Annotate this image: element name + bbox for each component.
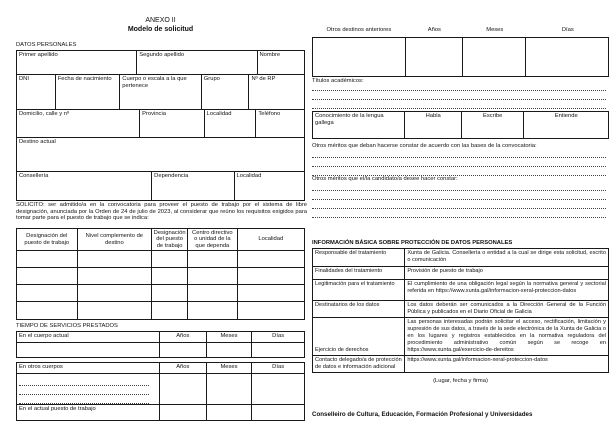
dotted-line bbox=[312, 91, 606, 100]
puestos-empty-cell[interactable] bbox=[238, 285, 304, 301]
puestos-empty-cell[interactable] bbox=[78, 251, 153, 267]
dotted-line bbox=[19, 377, 149, 386]
domicilio-label: Domicilio, calle y nº bbox=[19, 111, 70, 117]
escribe-label: Escribe bbox=[483, 113, 503, 119]
meritos-bases-input[interactable] bbox=[312, 149, 606, 176]
puestos-empty-cell[interactable] bbox=[152, 285, 188, 301]
entiende-field[interactable] bbox=[524, 112, 607, 138]
otros-destinos-meses-input[interactable] bbox=[463, 38, 526, 76]
puestos-empty-cell[interactable] bbox=[17, 268, 78, 284]
habla-field[interactable] bbox=[405, 112, 462, 138]
localidad-field[interactable] bbox=[205, 110, 257, 137]
entiende-label: Entiende bbox=[554, 113, 578, 119]
num-rp-field[interactable] bbox=[249, 75, 304, 109]
dotted-line bbox=[312, 182, 606, 191]
puestos-empty-cell[interactable] bbox=[17, 251, 78, 267]
nombre-field[interactable] bbox=[258, 51, 304, 74]
otros-destinos-header bbox=[312, 27, 609, 33]
puestos-empty-cell[interactable] bbox=[152, 302, 188, 319]
destino-actual-field[interactable] bbox=[17, 138, 304, 171]
habla-label: Habla bbox=[425, 113, 441, 119]
puestos-empty-cell[interactable] bbox=[17, 285, 78, 301]
dependencia-label: Dependencia bbox=[154, 173, 189, 179]
provincia-label: Provincia bbox=[142, 111, 166, 117]
actual-puesto-label: En el actual puesto de trabajo bbox=[17, 405, 160, 420]
cuerpo-escala-label: Cuerpo o escala a la que pertenece bbox=[122, 76, 187, 89]
localidad-label: Localidad bbox=[206, 111, 232, 117]
servicios-cuerpo-actual-table bbox=[16, 331, 305, 358]
telefono-field[interactable] bbox=[256, 110, 304, 137]
meses-header: Meses bbox=[207, 363, 253, 373]
lengua-gallega-table bbox=[312, 111, 609, 139]
puestos-empty-cell[interactable] bbox=[238, 251, 304, 267]
dotted-line bbox=[312, 191, 606, 200]
dotted-line bbox=[312, 209, 606, 218]
section-datos-personales: DATOS PERSONALES bbox=[16, 42, 77, 48]
meses-header: Meses bbox=[486, 27, 504, 33]
dias-header: Días bbox=[561, 27, 574, 33]
solicito-paragraph: SOLICITO: ser admitido/a en la convocatoria para proveer el puesto de trabajo por el sistema de libre designación, anunciada por la Orden de 24 de julio de 2023, al considerar que reúno los requisitos exigidos para tomar parte para el puesto de trabajo que se indica: bbox=[16, 202, 307, 222]
puestos-header-nivel: Nivel complemento de destino bbox=[78, 229, 153, 250]
proteccion-row-label: Responsable del tratamiento bbox=[313, 249, 405, 266]
anos-header: Años bbox=[160, 332, 207, 342]
puestos-empty-cell[interactable] bbox=[78, 302, 153, 319]
proteccion-row-label: Finalidades del tratamiento bbox=[313, 267, 405, 279]
primer-apellido-label: Primer apellido bbox=[19, 52, 58, 58]
dotted-line bbox=[19, 386, 149, 395]
servicios-otros-cuerpos-table bbox=[16, 362, 305, 421]
otros-cuerpos-input[interactable] bbox=[17, 374, 160, 404]
puestos-empty-cell[interactable] bbox=[78, 285, 153, 301]
dni-label: DNI bbox=[19, 76, 29, 82]
lengua-gallega-label: Conocimiento de la lengua gallega bbox=[313, 112, 405, 138]
proteccion-row-value: Provisión de puesto de trabajo bbox=[407, 268, 483, 274]
telefono-label: Teléfono bbox=[258, 111, 281, 117]
proteccion-table bbox=[312, 248, 609, 373]
proteccion-row-label: Legitimación para el tratamiento bbox=[313, 280, 405, 300]
cuerpo-escala-field[interactable] bbox=[120, 75, 202, 109]
destinatario-line: Conselleiro de Cultura, Educación, Formación Profesional y Universidades bbox=[312, 411, 533, 418]
dotted-line bbox=[312, 200, 606, 209]
puestos-empty-cell[interactable] bbox=[238, 268, 304, 284]
otros-cuerpos-meses-input[interactable] bbox=[207, 374, 253, 404]
puestos-empty-cell[interactable] bbox=[78, 268, 153, 284]
dotted-line bbox=[312, 149, 606, 158]
puestos-empty-cell[interactable] bbox=[17, 302, 78, 319]
cuerpo-actual-input[interactable] bbox=[17, 343, 160, 357]
dotted-line bbox=[312, 167, 606, 176]
cuerpo-actual-dias-input[interactable] bbox=[252, 343, 304, 357]
dotted-line bbox=[312, 158, 606, 167]
puestos-table bbox=[16, 228, 305, 320]
puestos-empty-cell[interactable] bbox=[188, 302, 238, 319]
proteccion-row-value: https://www.xunta.gal/informacion-xeral-proteccion-datos bbox=[407, 356, 548, 363]
actual-puesto-dias-input[interactable] bbox=[252, 405, 304, 420]
personal-data-table bbox=[16, 50, 305, 201]
dotted-line bbox=[312, 82, 606, 91]
puestos-header-designacion: Designación del puesto de trabajo bbox=[17, 229, 78, 250]
dependencia-field[interactable] bbox=[152, 172, 234, 200]
localidad2-label: Localidad bbox=[236, 173, 262, 179]
otros-cuerpos-label: En otros cuerpos bbox=[17, 363, 160, 373]
puestos-empty-cell[interactable] bbox=[188, 251, 238, 267]
meritos-candidato-label: Otros méritos que el/la candidato/a desee hacer constar: bbox=[312, 176, 458, 182]
otros-destinos-dias-input[interactable] bbox=[526, 38, 608, 76]
dni-field[interactable] bbox=[17, 75, 56, 109]
puestos-empty-cell[interactable] bbox=[188, 285, 238, 301]
otros-destinos-input[interactable] bbox=[313, 38, 406, 76]
meritos-candidato-input[interactable] bbox=[312, 182, 606, 218]
num-rp-label: Nº de RP bbox=[251, 76, 276, 82]
proteccion-row-value: El cumplimiento de una obligación legal según la normativa general y sectorial referida en https://www.xunta.gal/informacion-xeral-proteccion-datos bbox=[407, 281, 606, 294]
proteccion-row-label: Ejercicio de derechos bbox=[313, 318, 405, 355]
nombre-label: Nombre bbox=[259, 52, 281, 58]
localidad2-field[interactable] bbox=[235, 172, 304, 200]
segundo-apellido-label: Segundo apellido bbox=[139, 52, 185, 58]
section-tiempo-servicios: TIEMPO DE SERVICIOS PRESTADOS bbox=[16, 323, 118, 329]
dias-header: Días bbox=[272, 333, 285, 339]
cuerpo-actual-meses-input[interactable] bbox=[207, 343, 253, 357]
actual-puesto-anos-input[interactable] bbox=[160, 405, 207, 420]
dotted-line bbox=[19, 395, 149, 404]
puestos-empty-cell[interactable] bbox=[152, 251, 188, 267]
puestos-empty-cell[interactable] bbox=[188, 268, 238, 284]
proteccion-row-value: Las personas interesadas podrán solicitar el acceso, rectificación, limitación y supresión de sus datos, a través de la sede electrónica de la Xunta de Galicia o en los lugares y registros establecidos en la normativa reguladora del procedimiento administrativo común según se recoge en https://www.xunta.gal/exercicio-de-dereitos bbox=[407, 318, 606, 353]
grupo-field[interactable] bbox=[202, 75, 250, 109]
conselleria-label: Consellería bbox=[19, 173, 49, 179]
otros-destinos-table bbox=[312, 37, 609, 77]
lugar-fecha-firma-label: (Lugar, fecha y firma) bbox=[433, 378, 488, 384]
proteccion-row-value: Xunta de Galicia. Consellería o entidad a la cual se dirige esta solicitud, escrito o comunicación bbox=[407, 250, 606, 263]
primer-apellido-field[interactable] bbox=[17, 51, 137, 74]
provincia-field[interactable] bbox=[140, 110, 205, 137]
proteccion-row-label: Contacto delegado/a de protección de datos e información adicional bbox=[313, 356, 405, 372]
anos-header: Años bbox=[427, 27, 441, 33]
cuerpo-actual-anos-input[interactable] bbox=[160, 343, 207, 357]
conselleria-field[interactable] bbox=[17, 172, 152, 200]
otros-destinos-anos-input[interactable] bbox=[406, 38, 463, 76]
dotted-line bbox=[312, 100, 606, 109]
puestos-header-localidad: Localidad bbox=[258, 236, 284, 243]
proteccion-row-value: Los datos deberán ser comunicados a la Dirección General de la Función Pública y publicados en el Diario Oficial de Galicia bbox=[407, 302, 606, 315]
otros-cuerpos-anos-input[interactable] bbox=[160, 374, 207, 404]
proteccion-row-label: Destinatarios de los datos bbox=[313, 301, 405, 317]
titulos-academicos-label: Títulos académicos: bbox=[312, 78, 364, 84]
anos-header: Años bbox=[160, 363, 207, 373]
escribe-field[interactable] bbox=[462, 112, 525, 138]
otros-cuerpos-dias-input[interactable] bbox=[252, 374, 304, 404]
dias-header: Días bbox=[272, 364, 285, 370]
puestos-header-designacion2: Designación del puesto de trabajo bbox=[152, 229, 188, 250]
form-title: ANEXO II bbox=[145, 17, 176, 24]
grupo-label: Grupo bbox=[203, 76, 220, 82]
meritos-bases-label: Otros méritos que deban hacerse constar de acuerdo con las bases de la convocatoria: bbox=[312, 143, 537, 149]
titulos-academicos-input[interactable] bbox=[312, 82, 606, 109]
segundo-apellido-field[interactable] bbox=[137, 51, 257, 74]
otros-destinos-label: Otros destinos anteriores bbox=[326, 27, 392, 33]
actual-puesto-meses-input[interactable] bbox=[207, 405, 253, 420]
form-subtitle: Modelo de solicitud bbox=[127, 26, 194, 33]
puestos-empty-cell[interactable] bbox=[238, 302, 304, 319]
proteccion-title: INFORMACIÓN BÁSICA SOBRE PROTECCIÓN DE DATOS PERSONALES bbox=[312, 240, 513, 246]
cuerpo-actual-label: En el cuerpo actual bbox=[17, 332, 160, 342]
meses-header: Meses bbox=[207, 332, 253, 342]
puestos-header-centro: Centro directivo o unidad de la que dependa bbox=[188, 229, 238, 250]
domicilio-field[interactable] bbox=[17, 110, 140, 137]
puestos-empty-cell[interactable] bbox=[152, 268, 188, 284]
destino-actual-label: Destino actual bbox=[19, 139, 56, 145]
fecha-nacimiento-field[interactable] bbox=[56, 75, 121, 109]
fecha-nacimiento-label: Fecha de nacimiento bbox=[57, 76, 112, 82]
